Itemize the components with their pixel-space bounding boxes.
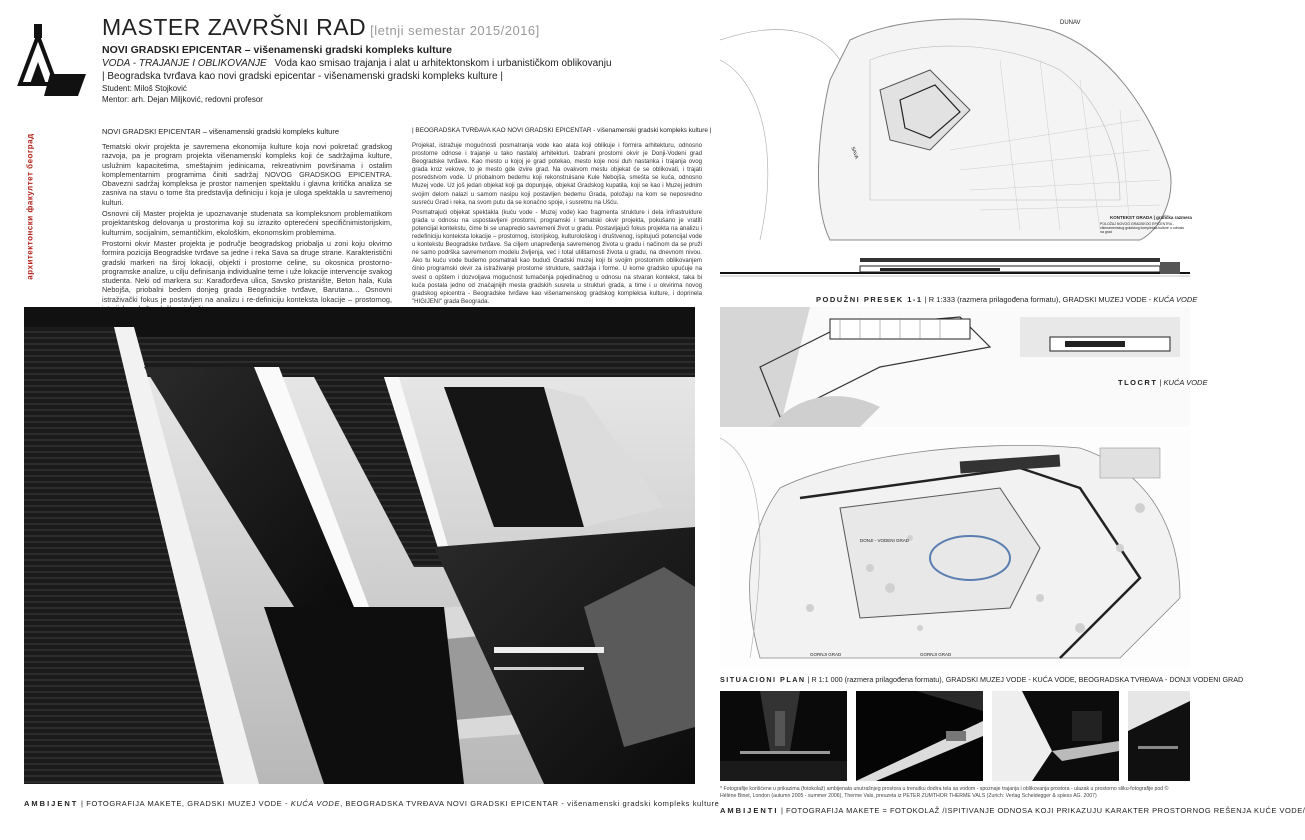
ambijenti-caption: AMBIJENTI | FOTOGRAFIJA MAKETE = FOTOKOLAŽ /ISPITIVANJE ODNOSA KOJI PRIKAZUJU KARAKTER PROSTORNOG REŠENJA KUĆE VODE/ bbox=[720, 806, 1305, 815]
floor-plan bbox=[720, 307, 1208, 427]
site-label-donji: DONJI - VODENI GRAD bbox=[860, 538, 910, 543]
ambient-photo-3 bbox=[992, 691, 1119, 781]
ambient-photo-2 bbox=[856, 691, 983, 781]
photo-credits-footnote: * Fotografije korišćene u prikazima (fotokolaž) ambijenata unutrašnjeg prostora u trenutku dodira tela sa vodom - spoznaje trajanja i oblikovanja prostora - ulazak u prostorno sliku-fotografije pod © Hélène Binet, London (autumn 2005 - summer 2006), Therme Vals, preuzeta iz PETER ZUMTHOR THERME VALS (Zurich: Verlag Scheidegger & spiess AG. 2007) bbox=[720, 786, 1169, 799]
context-map bbox=[720, 0, 1190, 262]
plan-caption: TLOCRT | KUĆA VODE bbox=[1118, 378, 1208, 387]
ambijent-caption: AMBIJENT | FOTOGRAFIJA MAKETE, GRADSKI MUZEJ VODE - KUĆA VODE, BEOGRADSKA TVRĐAVA NOVI GRADSKI EPICENTAR - višenamenski gradski kompleks kulture bbox=[24, 799, 720, 808]
section-caption: PODUŽNI PRESEK 1-1 | R 1:333 (razmera prilagođena formatu), GRADSKI MUZEJ VODE - KUĆA VODE bbox=[816, 295, 1198, 304]
left-column-heading: NOVI GRADSKI EPICENTAR – višenamenski gradski kompleks kulture bbox=[102, 127, 340, 136]
situation-plan bbox=[720, 428, 1190, 668]
right-column-text bbox=[412, 142, 702, 305]
site-label-gornji-2: GORNJI GRAD bbox=[810, 652, 842, 657]
left-paragraph: Tematski okvir projekta je savremena ekonomija kulture koja novi pokretač gradskog razvoja, pa je program projekta višenamenski kompleks koji će sadržajima kulture, uslužnim kapacitetima, smeštajnim jedinicama, rekreativnim površinama i ostalim komplementarnim programima činiti sadržaj NOVOG GRADSKOG EPICENTRA. Obavezni sadržaj kompleksa je prostor namenjen spektaklu i glavna kritička analiza se zasniva na stavu o tome šta predstavlja definiciju i koja je uloga spektakla u savremenoj kulturi. bbox=[102, 142, 392, 207]
site-label-gornji: GORNJI GRAD bbox=[920, 652, 952, 657]
project-subtitle: NOVI GRADSKI EPICENTAR – višenamenski gradski kompleks kulture bbox=[102, 44, 452, 56]
left-paragraph: Prostorni okvir Master projekta je područje beogradskog priobalja u zoni koju okvirno formira pozicija Beogradske tvrđave sa jedne i reka Sava sa druge strane. Karakteristični gradski markeri na široj lokaciji, objekti i prostorne celine, su okosnica prostorno-programske analize, u cilju definisanja individualne teme i uže lokacije intervencije svakog studenta. Neki od markera su: Karađorđeva ulica, Savsko pristanište, Beton hala, Kula Nebojša, priobalni bedem donjeg grada Beogradske tvrđave, Barutana… Osnovni istraživački fokus je postavljen na analizu i re-definiciju konteksta lokacije – prostornog, bbox=[102, 238, 393, 304]
situation-caption: SITUACIONI PLAN | R 1:1 000 (razmera prilagođena formatu), GRADSKI MUZEJ VODE - KUĆA VODE, BEOGRADSKA TVRĐAVA - DONJI VODENI GRAD bbox=[720, 675, 1244, 684]
faculty-vertical-label: архитектонски факултет београд bbox=[25, 133, 35, 280]
model-photograph bbox=[24, 307, 695, 784]
mentor-name: Mentor: arh. Dejan Miljković, redovni profesor bbox=[102, 95, 263, 104]
context-label: KONTEKST GRADA | grafička razmera bbox=[1110, 215, 1192, 220]
ambient-photo-4 bbox=[1128, 691, 1190, 781]
river-label-dunav: DUNAV bbox=[1060, 20, 1081, 26]
right-paragraph: Posmatrajući objekat spektakla (kuću vode - Muzej vode) kao fragmenta strukture i dela infrastrukture grada u odnosu na uspostavljeni prostorni, programski i tematski okvir projekta, pokušano je vratiti potencijal kontekstu, čime bi se unapredio savremeni život u gradu. Postavljajući fokus projekta na analizu i redefiniciju konteksta lokacije – prostornog, istorijskog, kulturološkog i društvenog, ispitujući potencijal vode u kontekstu Beogradske tvrđave. Sa ciljem unapređenja savremenog života u gradu i načinom da se pruži ne samo podrška savremenom modelu življenja, već i total utilitarnosti života u gradu, na dnevnom nivou. Ako tu kuću vode budemo posmatrali kao budući Gradski muzej koji bi svojim prostornim oblikovanjem činio programski okvir za istraživanje prostorne strukture, sadržaja i forme. U korne gradsko upućuje na svest o opštem i dozvoljava mogućnost tumačenja pojedinačnog u odnosu na stvaran kontekst, taka bi kuća postala jedno od značajnijih mesta gradskih susreta u strukturi grada, a time i u okvirima novog gradskog epicentra - Beogradske tvrđave kao višenamenskog gradskog kompleksa kulture, i doprinela "HIGIJENI" grada Beograda. bbox=[412, 208, 702, 305]
student-name: Student: Miloš Stojković bbox=[102, 84, 187, 93]
left-column-text bbox=[102, 142, 393, 304]
semester-label: [letnji semestar 2015/2016] bbox=[370, 23, 540, 38]
faculty-logo bbox=[16, 16, 88, 112]
project-theme: VODA - TRAJANJE I OBLIKOVANJE Voda kao smisao trajanja i alat u arhitektonskom i urbanističkom oblikovanju bbox=[102, 58, 612, 69]
page-title: MASTER ZAVRŠNI RAD [letnji semestar 2015/2016] bbox=[102, 14, 540, 40]
longitudinal-section bbox=[720, 262, 1190, 286]
project-line3: | Beogradska tvrđava kao novi gradski epicentar - višenamenski gradski kompleks kulture | bbox=[102, 71, 503, 82]
right-paragraph: Projekat, istražuje mogućnosti posmatranja vode kao alata koji oblikuje i formira arhitekturu, odnosno prostorne odnose i trajanje u tako nastaloj arhitekturi. Izabrani prostorni okvir je Donji-Vodeni grad Beogradske tvrđave. Kao mesto u kojoj je grad potekao, mesto koje nosi duh nastanka i trajanja ovog grada kroz vekove, to je mesto gde izvire grad. Na ovakvom mestu objekat će se oblikovati, i trajati posredstvom vode. U priobalnom bedemu koji rekonstruisane Kule Nebojša, smešta se kuća, odnosno Muzej vode. Uz još jedan objekat koji ga dopunjuje, objekat Gradskog kupatila, koji se kao i Muzej jednim svojim delom nalazi u samom nasipu koji postavljen bedemu Grada, položaju na kom se neposredno susreću Grad i reka, na svom putu da se konačno spoje, i susretnu na Ušću. bbox=[412, 142, 702, 206]
left-paragraph: Osnovni cilj Master projekta je upoznavanje studenata sa kompleksnom problematikom projektantskog delovanja u prostorima koji su izrazito opterećeni specifičnimistorijskim, kulturnim, socijalnim, semantičkim, ekološkim, ekonomskim problemima. bbox=[102, 209, 392, 237]
right-column-heading: | BEOGRADSKA TVRĐAVA KAO NOVI GRADSKI EPICENTAR - višenamenski gradski kompleks kulture | bbox=[412, 127, 712, 134]
context-sublabel: POLOŽAJ NOVOG GRADSKOG EPICENTRA - višenamenskog gradskog kompleksa kulture u odnosu na grad bbox=[1100, 222, 1185, 235]
river-label-sava: SAVA bbox=[849, 146, 860, 160]
ambient-photo-1 bbox=[720, 691, 847, 781]
